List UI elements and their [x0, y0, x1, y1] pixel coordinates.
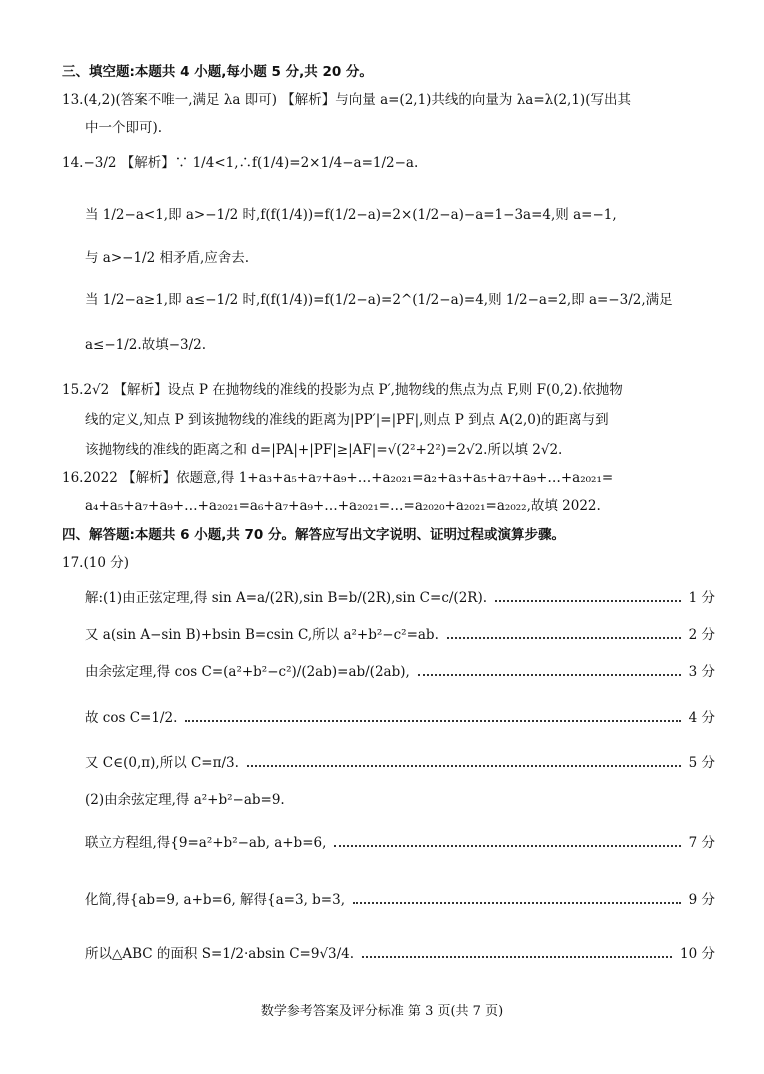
q17-step3 [85, 662, 715, 682]
q17-step7-text: 联立方程组,得{9=a²+b²−ab, a+b=6, [85, 835, 327, 851]
q13-line2: 中一个即可). [85, 120, 163, 136]
leader-dots [353, 902, 681, 904]
page-footer: 数学参考答案及评分标准 第 3 页(共 7 页) [260, 1004, 504, 1019]
q17-step2-text: 又 a(sin A−sin B)+bsin B=csin C,所以 a²+b²−c²=ab. [85, 627, 439, 643]
q14-line5: a≤−1/2.故填−3/2. [85, 337, 207, 353]
q17-step8-points: 9 分 [688, 892, 715, 908]
q14-line1: 14.−3/2 【解析】∵ 1/4<1,∴f(1/4)=2×1/4−a=1/2−a. [62, 155, 419, 171]
q14-line4: 当 1/2−a≥1,即 a≤−1/2 时,f(f(1/4))=f(1/2−a)=2^(1/2−a)=4,则 1/2−a=2,即 a=−3/2,满足 [85, 292, 673, 308]
q17-title: 17.(10 分) [62, 555, 129, 571]
leader-dots [185, 720, 680, 722]
q17-step3-points: 3 分 [688, 664, 715, 680]
q17-step1-text: 解:(1)由正弦定理,得 sin A=a/(2R),sin B=b/(2R),sin C=c/(2R). [85, 590, 488, 606]
q17-step9-text: 所以△ABC 的面积 S=1/2·absin C=9√3/4. [85, 946, 355, 962]
leader-dots [447, 637, 681, 639]
q17-step2-points: 2 分 [688, 627, 715, 643]
q17-step8 [85, 890, 715, 910]
q16-line2: a₄+a₅+a₇+a₉+…+a₂₀₂₁=a₆+a₇+a₉+…+a₂₀₂₁=…=a₂₀₂₀+a₂₀₂₁=a₂₀₂₂,故填 2022. [85, 498, 601, 514]
q17-step7 [85, 833, 715, 853]
q13-line1: 13.(4,2)(答案不唯一,满足 λa 即可) 【解析】与向量 a=(2,1)共线的向量为 λa=λ(2,1)(写出其 [62, 92, 631, 108]
leader-dots [418, 674, 681, 676]
q17-step7-points: 7 分 [688, 835, 715, 851]
q17-step8-text: 化简,得{ab=9, a+b=6, 解得{a=3, b=3, [85, 892, 345, 908]
section4-heading: 四、解答题:本题共 6 小题,共 70 分。解答应写出文字说明、证明过程或演算步骤。 [62, 527, 566, 543]
q17-step6: (2)由余弦定理,得 a²+b²−ab=9. [85, 792, 285, 808]
leader-dots [334, 845, 680, 847]
q17-step9 [85, 944, 715, 964]
q14-line2: 当 1/2−a<1,即 a>−1/2 时,f(f(1/4))=f(1/2−a)=2×(1/2−a)−a=1−3a=4,则 a=−1, [85, 207, 617, 223]
q17-step5-text: 又 C∈(0,π),所以 C=π/3. [85, 755, 239, 771]
q17-step1-points: 1 分 [688, 590, 715, 606]
q16-line1: 16.2022 【解析】依题意,得 1+a₃+a₅+a₇+a₉+…+a₂₀₂₁=a₂+a₃+a₅+a₇+a₉+…+a₂₀₂₁= [62, 470, 614, 486]
leader-dots [495, 600, 681, 602]
q17-step5 [85, 753, 715, 773]
q17-step4 [85, 708, 715, 728]
q17-step4-points: 4 分 [688, 710, 715, 726]
q17-step1 [85, 588, 715, 608]
q15-line1: 15.2√2 【解析】设点 P 在抛物线的准线的投影为点 P′,抛物线的焦点为点 F,则 F(0,2).依抛物 [62, 382, 623, 398]
leader-dots [247, 765, 681, 767]
q15-line3: 该抛物线的准线的距离之和 d=|PA|+|PF|≥|AF|=√(2²+2²)=2√2.所以填 2√2. [85, 442, 563, 458]
q17-step9-points: 10 分 [680, 946, 715, 962]
q17-step3-text: 由余弦定理,得 cos C=(a²+b²−c²)/(2ab)=ab/(2ab), [85, 664, 410, 680]
q15-line2: 线的定义,知点 P 到该抛物线的准线的距离为|PP′|=|PF|,则点 P 到点 A(2,0)的距离与到 [85, 412, 609, 428]
q17-step4-text: 故 cos C=1/2. [85, 710, 178, 726]
q14-line3: 与 a>−1/2 相矛盾,应舍去. [85, 250, 250, 266]
q17-step5-points: 5 分 [688, 755, 715, 771]
leader-dots [362, 956, 672, 958]
section3-heading: 三、填空题:本题共 4 小题,每小题 5 分,共 20 分。 [62, 64, 373, 80]
q17-step2 [85, 625, 715, 645]
